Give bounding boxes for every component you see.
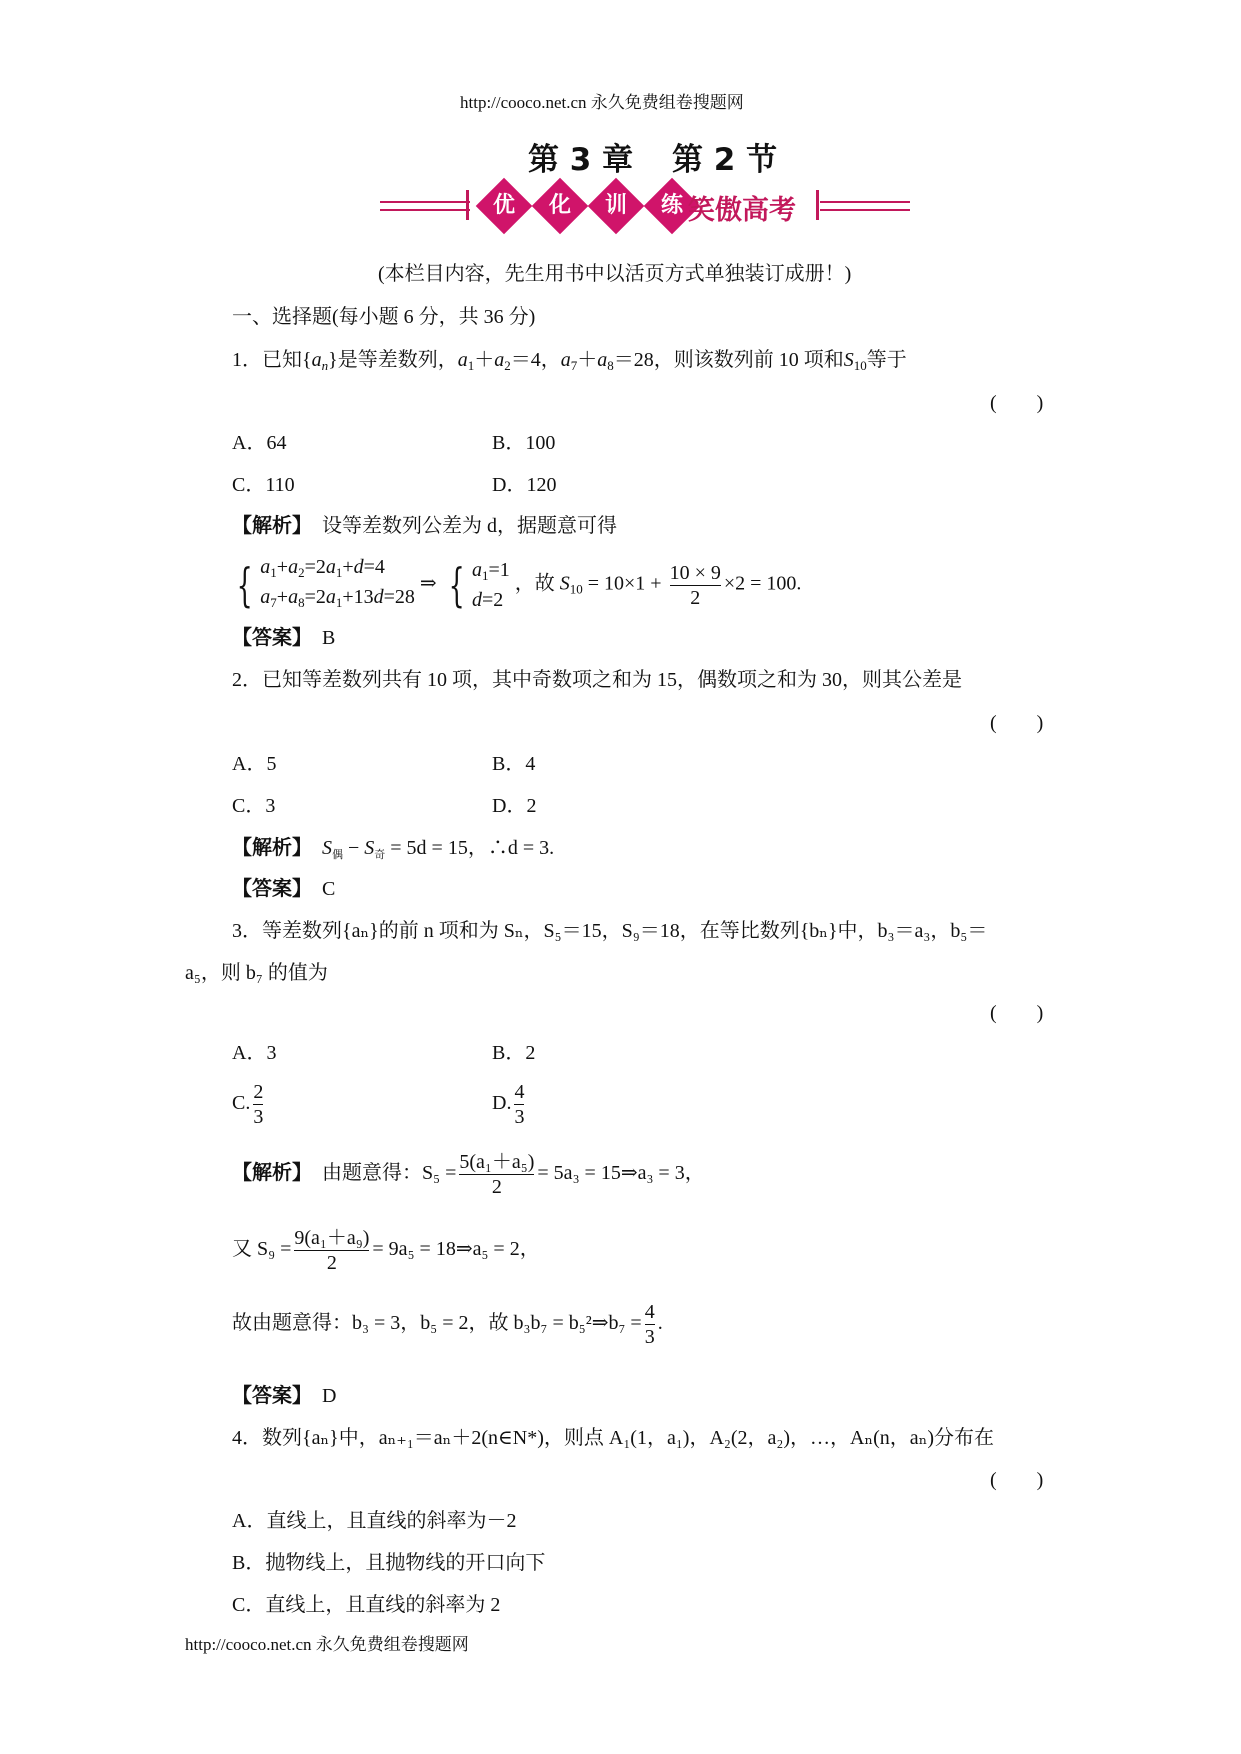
q2-option-c: C．3 <box>232 795 276 817</box>
banner-diamond: 练 <box>644 178 701 235</box>
question-4-stem: 4．数列{aₙ}中，aₙ₊₁＝aₙ＋2(n∈N*)，则点 A₁(1，a₁)，A₂(2，a₂)，…，Aₙ(n，aₙ)分布在 <box>232 1427 995 1449</box>
q4-option-a: A．直线上，且直线的斜率为－2 <box>232 1510 517 1532</box>
q1-option-b: B．100 <box>492 432 556 454</box>
q1-option-a: A．64 <box>232 432 287 454</box>
section-title: 第 2 节 <box>672 142 778 178</box>
q3-option-a: A．3 <box>232 1042 277 1064</box>
q2-answer: 【答案】 C <box>232 878 336 900</box>
q2-option-b: B．4 <box>492 753 536 775</box>
q3-option-b: B．2 <box>492 1042 536 1064</box>
question-2-answer-bracket: ( ) <box>990 712 1044 734</box>
q1-analysis-intro: 【解析】 设等差数列公差为 d，据题意可得 <box>232 515 617 537</box>
banner-diamond: 训 <box>588 178 645 235</box>
question-3-answer-bracket: ( ) <box>990 1002 1044 1024</box>
q4-option-b: B．抛物线上，且抛物线的开口向下 <box>232 1552 546 1574</box>
q3-analysis-line2: 又 S₉ = $\frac{\text{9(a₁＋a₉)}}{2}$ = 9a₅ = 18⇒a₅ = 2， <box>232 1227 540 1274</box>
banner-diamond: 优 <box>476 178 533 235</box>
banner-diamond: 化 <box>532 178 589 235</box>
question-4-answer-bracket: ( ) <box>990 1469 1044 1491</box>
q3-analysis-line1: 【解析】 由题意得：S₅ = $\frac{\text{5(a₁＋a₅)}}{2}$ = 5a₃ = 15⇒a₃ = 3， <box>232 1151 705 1198</box>
question-1-stem: 1．已知$\{a_n\}$是等差数列，$a_1+a_2=4$，$a_7+a_8=28$，则该数列前 10 项和$S_{10}$等于 <box>232 349 907 373</box>
q2-option-a: A．5 <box>232 753 277 775</box>
q3-answer: 【答案】 D <box>232 1385 337 1407</box>
notice: (本栏目内容，先生用书中以活页方式单独装订成册！) <box>378 263 852 285</box>
question-1-answer-bracket: ( ) <box>990 392 1044 414</box>
chapter-title: 第 3 章 <box>528 142 634 178</box>
question-3-stem-line2: a₅，则 b₇ 的值为 <box>185 962 328 984</box>
q1-analysis-equations: { $a_1+a_2=2a_1+d=4$ $a_7+a_8=2a_1+13d=28$ ⇒ { $a_1=1$ d=2 ，故 $S_{10} = 10\times 1$ + $\frac{10 \times 9}{2}$ ×2 = 100. <box>236 556 802 612</box>
q2-option-d: D．2 <box>492 795 537 817</box>
q1-option-c: C．110 <box>232 474 295 496</box>
q3-option-c: C. $\frac{2}{3}$ <box>232 1081 264 1128</box>
q3-analysis-line3: 故由题意得：b₃ = 3，b₅ = 2，故 b₃b₇ = b₅²⇒b₇ = $\frac{4}{3}$ . <box>232 1301 663 1348</box>
page-footer: http://cooco.net.cn 永久免费组卷搜题网 <box>185 1635 469 1654</box>
q4-option-c: C．直线上，且直线的斜率为 2 <box>232 1594 501 1616</box>
q1-answer: 【答案】 B <box>232 627 336 649</box>
question-3-stem-line1: 3．等差数列{aₙ}的前 n 项和为 Sₙ，S₅＝15，S₉＝18，在等比数列{bₙ}中，b₃＝a₃，b₅＝ <box>232 920 988 942</box>
page-header: http://cooco.net.cn 永久免费组卷搜题网 <box>460 93 744 112</box>
banner-text: 笑傲高考 <box>688 195 796 226</box>
q3-option-d: D. $\frac{4}{3}$ <box>492 1081 525 1128</box>
section-heading: 一、选择题(每小题 6 分，共 36 分) <box>232 306 536 328</box>
q1-option-d: D．120 <box>492 474 557 496</box>
question-2-stem: 2．已知等差数列共有 10 项，其中奇数项之和为 15，偶数项之和为 30，则其公差是 <box>232 669 962 691</box>
q2-analysis: 【解析】 $S_偶 - S_奇 = 5d = 15$，∴d = 3. <box>232 837 555 861</box>
